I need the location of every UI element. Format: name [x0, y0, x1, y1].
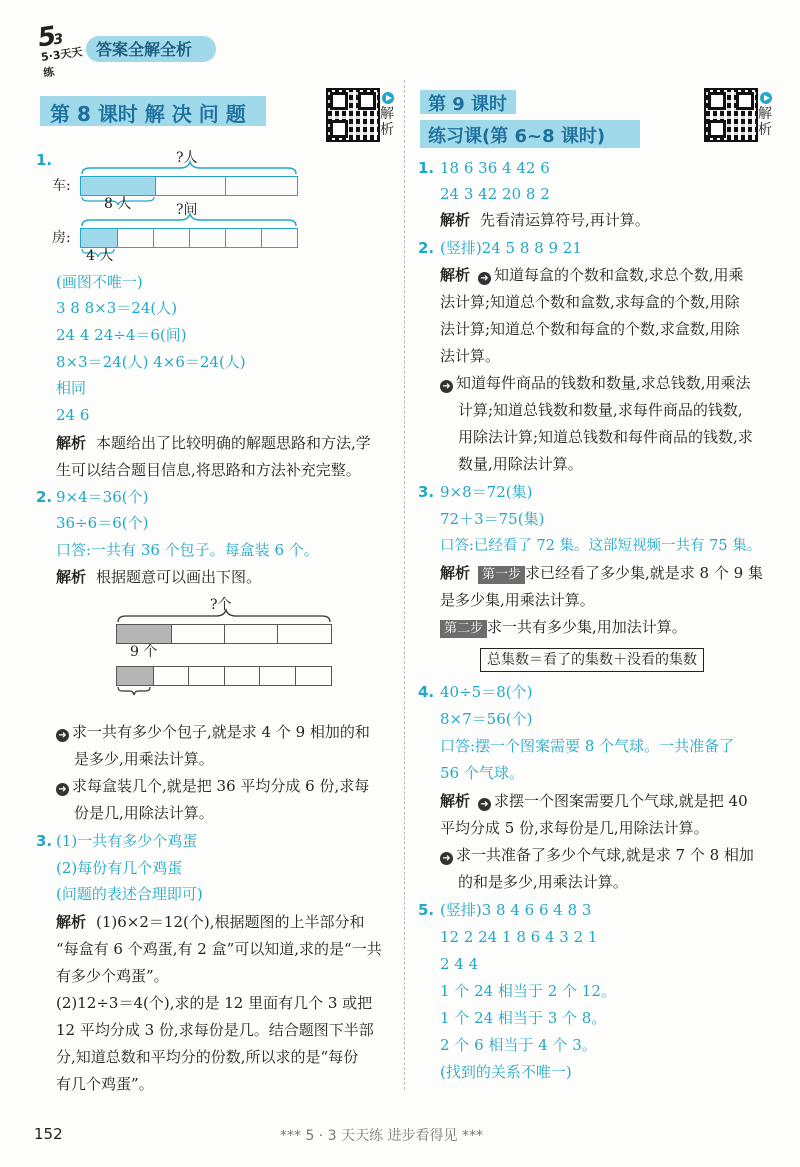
- r-q4-answer-2: 8×7＝56(个): [440, 710, 533, 728]
- q3-answer-3: (问题的表述合理即可): [56, 885, 203, 903]
- footer-slogan: *** 5 · 3 天天练 进步看得见 ***: [280, 1128, 483, 1144]
- q2-part-brace: [116, 685, 156, 697]
- r-q3-answer-3: 口答:已经看了 72 集。这部短视频一共有 75 集。: [440, 538, 762, 554]
- r-q3-step2: 第二步 求一共有多少集,用加法计算。: [440, 617, 687, 638]
- point-icon: ➜: [440, 380, 453, 393]
- q1-number: 1.: [36, 151, 53, 169]
- q1-answer-3: 24 4 24÷4＝6(间): [56, 326, 187, 344]
- q3-number: 3.: [36, 832, 53, 850]
- room-bar: [80, 228, 298, 248]
- q2-part-label: 9 个: [130, 644, 158, 660]
- lesson-9-title: 第 9 课时: [428, 94, 508, 115]
- jiexi-side-label: 解析: [758, 106, 772, 138]
- room-part-label: 4 人: [86, 248, 114, 264]
- q3-jiexi-4: (2)12÷3＝4(个),求的是 12 里面有几个 3 或把: [56, 994, 373, 1012]
- q1-answer-6: 24 6: [56, 406, 90, 424]
- room-brace-label: ?间: [176, 202, 198, 218]
- q1-answer-1: (画图不唯一): [56, 273, 143, 291]
- r-q3-answer-1: 9×8＝72(集): [440, 483, 533, 501]
- q3-jiexi-6: 分,知道总数和平均分的份数,所以求的是“每份: [56, 1048, 359, 1066]
- q2-bar-bottom: [116, 666, 332, 686]
- q2-point-2: ➜ 求每盒装几个,就是把 36 平均分成 6 份,求每: [56, 776, 369, 796]
- q3-jiexi-label: 解析: [56, 913, 87, 931]
- q1-answer-5: 相同: [56, 379, 87, 397]
- r-q2-p2-3: 用除法计算;知道总钱数和每件商品的钱数,求: [458, 428, 753, 446]
- header-banner-text: 答案全解全析: [96, 40, 193, 59]
- lesson-8-title: 第 8 课时 解 决 问 题: [50, 102, 246, 126]
- r-q2-p1-4: 法计算。: [440, 347, 501, 365]
- r-q3-number: 3.: [418, 483, 435, 501]
- r-q1-jiexi-label: 解析: [440, 211, 471, 229]
- q2-point-2b: 份是几,用除法计算。: [74, 804, 214, 822]
- r-q5-answer-1: (竖排)3 8 4 6 6 4 8 3: [440, 901, 592, 919]
- r-q5-answer-4: 1 个 24 相当于 2 个 12。: [440, 982, 616, 1000]
- r-q2-p2-1: ➜ 知道每件商品的钱数和数量,求总钱数,用乘法: [440, 373, 751, 393]
- q2-brace: [116, 608, 336, 624]
- point-icon: ➜: [478, 798, 491, 811]
- q1-answer-2: 3 8 8×3＝24(人): [56, 299, 178, 317]
- q3-jiexi-3: 有多少个鸡蛋”。: [56, 967, 169, 985]
- r-q4-p1-1: ➜ 求摆一个图案需要几个气球,就是把 40: [478, 791, 748, 811]
- step-1-tag: 第一步: [478, 566, 525, 584]
- step-2-tag: 第二步: [440, 620, 487, 638]
- r-q2-p2-2: 计算;知道总钱数和数量,求每件商品的钱数,: [458, 401, 743, 419]
- r-q4-p2-1: ➜ 求一共准备了多少个气球,就是求 7 个 8 相加: [440, 845, 754, 865]
- q3-jiexi-1: (1)6×2＝12(个),根据题图的上半部分和: [96, 913, 365, 931]
- logo-text: 5·3天天练: [40, 45, 84, 80]
- r-q3-answer-2: 72＋3＝75(集): [440, 510, 545, 528]
- r-q4-answer-3: 口答:摆一个图案需要 8 个气球。一共准备了: [440, 737, 735, 755]
- point-icon: ➜: [56, 729, 69, 742]
- r-q3-formula: 总集数＝看了的集数＋没看的集数: [480, 648, 704, 672]
- r-q5-answer-7: (找到的关系不唯一): [440, 1063, 572, 1081]
- q3-jiexi-7: 有几个鸡蛋”。: [56, 1075, 154, 1093]
- q3-answer-1: (1)一共有多少个鸡蛋: [56, 832, 198, 850]
- car-brace: [80, 160, 300, 176]
- r-q4-p1-2: 平均分成 5 份,求每份是几,用除法计算。: [440, 819, 709, 837]
- q2-brace-label: ?个: [210, 597, 232, 613]
- car-part-label: 8 人: [104, 196, 132, 212]
- q2-answer-2: 36÷6＝6(个): [56, 514, 149, 532]
- play-icon[interactable]: [382, 92, 394, 104]
- play-icon[interactable]: [760, 92, 772, 104]
- r-q5-answer-6: 2 个 6 相当于 4 个 3。: [440, 1036, 597, 1054]
- q1-jiexi-label: 解析: [56, 434, 87, 452]
- series-logo: 53 5·3天天练: [38, 22, 84, 62]
- q2-point-1b: 是多少,用乘法计算。: [74, 750, 214, 768]
- point-icon: ➜: [478, 272, 491, 285]
- r-q4-answer-4: 56 个气球。: [440, 764, 524, 782]
- q2-point-1: ➜ 求一共有多少个包子,就是求 4 个 9 相加的和: [56, 722, 370, 742]
- r-q2-p1-3: 法计算;知道总个数和每盒的个数,求盒数,用除: [440, 320, 740, 338]
- qr-code-left[interactable]: [326, 88, 380, 142]
- q2-number: 2.: [36, 488, 53, 506]
- q3-answer-2: (2)每份有几个鸡蛋: [56, 859, 183, 877]
- r-q2-jiexi-label: 解析: [440, 266, 471, 284]
- r-q2-number: 2.: [418, 239, 435, 257]
- r-q2-p1-2: 法计算;知道总个数和盒数,求每盒的个数,用除: [440, 293, 740, 311]
- r-q1-answer-2: 24 3 42 20 8 2: [440, 185, 550, 203]
- r-q4-answer-1: 40÷5＝8(个): [440, 683, 533, 701]
- q1-jiexi-2: 生可以结合题目信息,将思路和方法补充完整。: [56, 461, 361, 479]
- r-q1-number: 1.: [418, 159, 435, 177]
- r-q1-answer-1: 18 6 36 4 42 6: [440, 159, 550, 177]
- r-q5-answer-3: 2 4 4: [440, 955, 479, 973]
- r-q1-jiexi: 先看清运算符号,再计算。: [480, 211, 650, 229]
- lesson-9-subtitle: 练习课(第 6~8 课时): [428, 126, 606, 147]
- qr-code-right[interactable]: [704, 88, 758, 142]
- r-q3-step1-b: 是多少集,用乘法计算。: [440, 591, 595, 609]
- r-q2-p2-4: 数量,用除法计算。: [458, 455, 583, 473]
- q1-answer-4: 8×3＝24(人) 4×6＝24(人): [56, 353, 246, 371]
- point-icon: ➜: [440, 852, 453, 865]
- q1-jiexi-1: 本题给出了比较明确的解题思路和方法,学: [96, 434, 371, 452]
- room-label: 房:: [52, 230, 71, 246]
- q2-bar-top: [116, 624, 332, 644]
- room-brace: [80, 212, 300, 228]
- r-q2-answer: (竖排)24 5 8 8 9 21: [440, 239, 582, 257]
- r-q2-p1-1: ➜ 知道每盒的个数和盒数,求总个数,用乘: [478, 265, 744, 285]
- q3-jiexi-2: “每盒有 6 个鸡蛋,有 2 盒”可以知道,求的是“一共: [56, 940, 382, 958]
- r-q5-answer-5: 1 个 24 相当于 3 个 8。: [440, 1009, 607, 1027]
- car-bar: [80, 176, 298, 196]
- q2-jiexi-head: 根据题意可以画出下图。: [96, 568, 262, 586]
- page-number: 152: [34, 1125, 63, 1143]
- car-label: 车:: [52, 178, 71, 194]
- point-icon: ➜: [56, 783, 69, 796]
- q3-jiexi-5: 12 平均分成 3 份,求每份是几。结合题图下半部: [56, 1021, 374, 1039]
- q2-jiexi-label: 解析: [56, 568, 87, 586]
- q2-answer-1: 9×4＝36(个): [56, 488, 149, 506]
- r-q5-number: 5.: [418, 901, 435, 919]
- r-q3-jiexi-label: 解析: [440, 564, 471, 582]
- jiexi-side-label: 解析: [380, 106, 394, 138]
- car-brace-label: ?人: [176, 150, 198, 166]
- r-q5-answer-2: 12 2 24 1 8 6 4 3 2 1: [440, 928, 598, 946]
- r-q4-jiexi-label: 解析: [440, 792, 471, 810]
- r-q3-step1: 第一步 求已经看了多少集,就是求 8 个 9 集: [478, 563, 763, 584]
- r-q4-number: 4.: [418, 683, 435, 701]
- column-divider: [404, 80, 405, 1090]
- q2-answer-3: 口答:一共有 36 个包子。每盒装 6 个。: [56, 541, 319, 559]
- r-q4-p2-2: 的和是多少,用乘法计算。: [458, 873, 628, 891]
